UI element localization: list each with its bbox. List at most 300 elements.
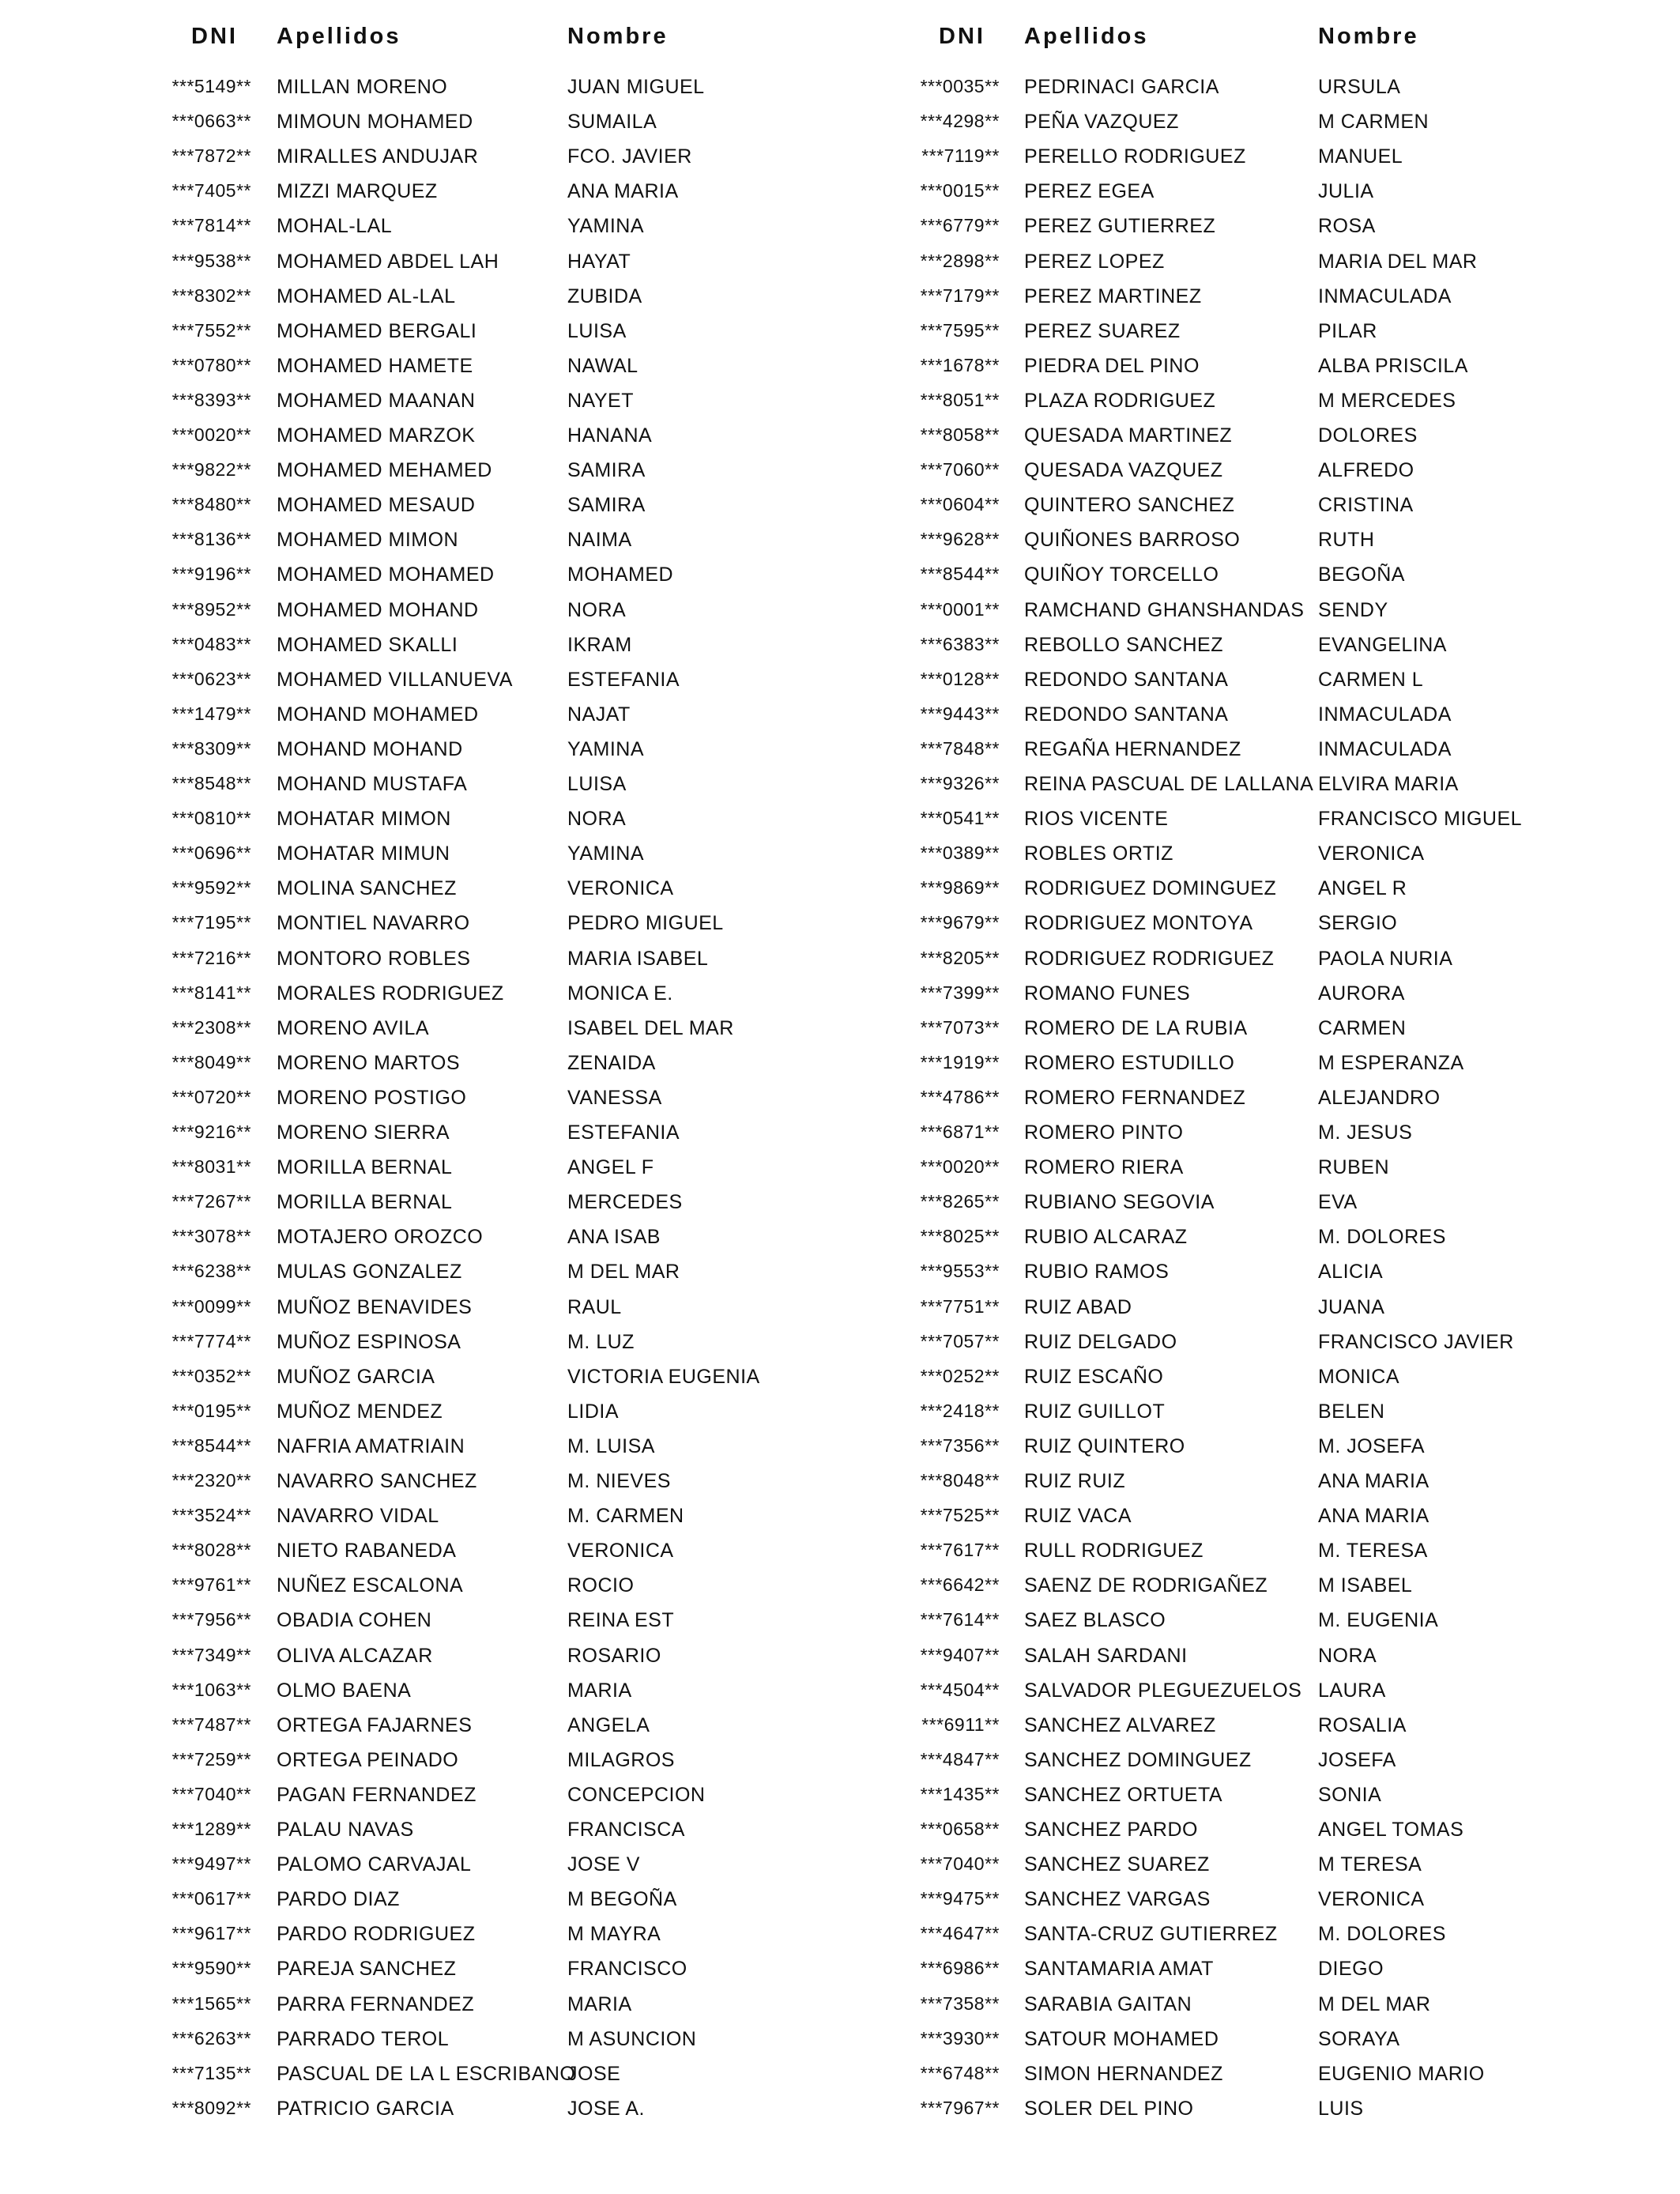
dni-cell: ***7119** — [921, 145, 1000, 167]
nombre-cell: M MAYRA — [567, 1923, 661, 1946]
dni-cell: ***8048** — [920, 1470, 1000, 1491]
nombre-cell: MONICA E. — [567, 982, 673, 1005]
dni-cell: ***8028** — [171, 1540, 251, 1561]
apellidos-cell: MORENO AVILA — [277, 1016, 430, 1039]
nombre-cell: LAURA — [1318, 1679, 1386, 1702]
apellidos-cell: MOHAMED VILLANUEVA — [277, 668, 513, 691]
apellidos-cell: MOHAND MOHAND — [277, 737, 463, 760]
apellidos-cell: MILLAN MORENO — [277, 76, 448, 98]
nombre-cell: YAMINA — [567, 737, 644, 760]
dni-cell: ***3078** — [171, 1226, 251, 1247]
apellidos-cell: OBADIA COHEN — [277, 1609, 432, 1632]
apellidos-cell: REDONDO SANTANA — [1024, 703, 1229, 726]
nombre-cell: LIDIA — [567, 1400, 620, 1423]
dni-cell: ***2308** — [171, 1016, 251, 1038]
nombre-cell: ANA MARIA — [1318, 1505, 1430, 1528]
dni-cell: ***7614** — [920, 1609, 1000, 1630]
nombre-cell: DOLORES — [1318, 424, 1418, 447]
dni-cell: ***4647** — [920, 1923, 1000, 1944]
header-apellidos: Apellidos — [277, 24, 401, 49]
nombre-cell: CONCEPCION — [567, 1783, 706, 1806]
apellidos-cell: PALAU NAVAS — [277, 1819, 414, 1841]
nombre-cell: ESTEFANIA — [567, 1122, 680, 1144]
dni-cell: ***7848** — [920, 737, 1000, 759]
nombre-cell: LUISA — [567, 319, 627, 342]
dni-cell: ***4298** — [920, 111, 1000, 132]
apellidos-cell: MIRALLES ANDUJAR — [277, 145, 479, 168]
apellidos-cell: SARABIA GAITAN — [1024, 1992, 1192, 2015]
apellidos-cell: RODRIGUEZ DOMINGUEZ — [1024, 877, 1277, 900]
apellidos-cell: PALOMO CARVAJAL — [277, 1853, 472, 1876]
nombre-cell: M. NIEVES — [567, 1470, 671, 1492]
apellidos-cell: MORILLA BERNAL — [277, 1156, 453, 1179]
apellidos-cell: MOHATAR MIMON — [277, 808, 451, 831]
apellidos-cell: PEREZ LOPEZ — [1024, 250, 1165, 273]
apellidos-cell: RUIZ ESCAÑO — [1024, 1365, 1164, 1388]
nombre-cell: JUANA — [1318, 1295, 1385, 1318]
nombre-cell: BELEN — [1318, 1400, 1385, 1423]
dni-cell: ***7135** — [171, 2062, 251, 2083]
nombre-cell: EUGENIO MARIO — [1318, 2062, 1485, 2085]
apellidos-cell: MIZZI MARQUEZ — [277, 180, 438, 203]
dni-cell: ***7179** — [920, 285, 1000, 306]
nombre-cell: M DEL MAR — [567, 1261, 680, 1284]
nombre-cell: VERONICA — [1318, 1888, 1425, 1911]
dni-cell: ***6238** — [171, 1261, 251, 1282]
dni-cell: ***9822** — [171, 459, 251, 481]
apellidos-cell: QUIÑONES BARROSO — [1024, 529, 1241, 552]
nombre-cell: M MERCEDES — [1318, 389, 1456, 412]
nombre-cell: REINA EST — [567, 1609, 675, 1632]
dni-cell: ***9443** — [920, 703, 1000, 724]
apellidos-cell: NAVARRO SANCHEZ — [277, 1470, 477, 1492]
nombre-cell: ANGEL F — [567, 1156, 654, 1179]
dni-cell: ***7259** — [171, 1748, 251, 1770]
nombre-cell: ALFREDO — [1318, 459, 1414, 482]
dni-cell: ***7525** — [920, 1505, 1000, 1526]
nombre-cell: M ISABEL — [1318, 1574, 1413, 1597]
apellidos-cell: SANTA-CRUZ GUTIERREZ — [1024, 1923, 1278, 1946]
nombre-cell: M. JOSEFA — [1318, 1434, 1426, 1457]
dni-cell: ***9761** — [171, 1574, 251, 1596]
dni-cell: ***1063** — [171, 1679, 251, 1700]
nombre-cell: M. DOLORES — [1318, 1226, 1446, 1249]
nombre-cell: ROSALIA — [1318, 1713, 1407, 1736]
dni-cell: ***6911** — [921, 1713, 1000, 1735]
nombre-cell: IKRAM — [567, 633, 632, 656]
apellidos-cell: ROMERO FERNANDEZ — [1024, 1086, 1246, 1109]
nombre-cell: ROCIO — [567, 1574, 635, 1597]
apellidos-cell: NUÑEZ ESCALONA — [277, 1574, 464, 1597]
nombre-cell: JUAN MIGUEL — [567, 76, 705, 98]
apellidos-cell: PAREJA SANCHEZ — [277, 1958, 457, 1981]
dni-cell: ***1435** — [920, 1783, 1000, 1804]
apellidos-cell: ROBLES ORTIZ — [1024, 843, 1173, 865]
dni-cell: ***6748** — [920, 2062, 1000, 2083]
apellidos-cell: MOHAMED MAANAN — [277, 389, 476, 412]
apellidos-cell: PEREZ EGEA — [1024, 180, 1155, 203]
dni-cell: ***8141** — [171, 982, 251, 1003]
nombre-cell: JOSE — [567, 2062, 621, 2085]
apellidos-cell: RAMCHAND GHANSHANDAS — [1024, 598, 1305, 621]
nombre-cell: SERGIO — [1318, 912, 1398, 935]
apellidos-cell: MOHAMED BERGALI — [277, 319, 477, 342]
dni-cell: ***9407** — [920, 1644, 1000, 1665]
dni-cell: ***7751** — [920, 1295, 1000, 1317]
nombre-cell: HAYAT — [567, 250, 631, 273]
nombre-cell: NAYET — [567, 389, 634, 412]
apellidos-cell: MORENO SIERRA — [277, 1122, 450, 1144]
dni-cell: ***7057** — [920, 1330, 1000, 1351]
nombre-cell: LUIS — [1318, 2097, 1364, 2120]
nombre-cell: FRANCISCO MIGUEL — [1318, 808, 1523, 831]
dni-cell: ***7405** — [171, 180, 251, 202]
dni-cell: ***7595** — [920, 319, 1000, 341]
apellidos-cell: ROMERO DE LA RUBIA — [1024, 1016, 1248, 1039]
nombre-cell: NORA — [1318, 1644, 1377, 1667]
nombre-cell: JOSEFA — [1318, 1748, 1396, 1771]
apellidos-cell: ORTEGA FAJARNES — [277, 1713, 473, 1736]
nombre-cell: ANGELA — [567, 1713, 650, 1736]
nombre-cell: SAMIRA — [567, 459, 646, 482]
apellidos-cell: PARDO DIAZ — [277, 1888, 400, 1911]
dni-cell: ***7195** — [171, 912, 251, 933]
nombre-cell: JOSE A. — [567, 2097, 645, 2120]
apellidos-cell: NIETO RABANEDA — [277, 1540, 457, 1563]
apellidos-cell: PIEDRA DEL PINO — [1024, 354, 1200, 377]
apellidos-cell: RUIZ VACA — [1024, 1505, 1132, 1528]
nombre-cell: EVANGELINA — [1318, 633, 1447, 656]
apellidos-cell: REBOLLO SANCHEZ — [1024, 633, 1224, 656]
nombre-cell: NAJAT — [567, 703, 631, 726]
nombre-cell: INMACULADA — [1318, 285, 1452, 307]
dni-cell: ***8952** — [171, 598, 251, 620]
apellidos-cell: SATOUR MOHAMED — [1024, 2027, 1219, 2050]
apellidos-cell: RODRIGUEZ RODRIGUEZ — [1024, 947, 1275, 970]
dni-cell: ***7040** — [920, 1853, 1000, 1875]
dni-cell: ***7356** — [920, 1434, 1000, 1456]
dni-cell: ***0658** — [920, 1819, 1000, 1839]
nombre-cell: VICTORIA EUGENIA — [567, 1365, 760, 1388]
nombre-cell: FRANCISCO — [567, 1958, 687, 1981]
apellidos-cell: NAVARRO VIDAL — [277, 1505, 439, 1528]
dni-cell: ***4847** — [920, 1748, 1000, 1770]
nombre-cell: M. JESUS — [1318, 1122, 1413, 1144]
nombre-cell: ZUBIDA — [567, 285, 642, 307]
dni-cell: ***0195** — [171, 1400, 251, 1421]
dni-cell: ***6779** — [920, 215, 1000, 236]
nombre-cell: DIEGO — [1318, 1958, 1384, 1981]
apellidos-cell: RUBIO RAMOS — [1024, 1261, 1170, 1284]
nombre-cell: PAOLA NURIA — [1318, 947, 1453, 970]
dni-cell: ***7216** — [171, 947, 251, 968]
apellidos-cell: PARRADO TEROL — [277, 2027, 450, 2050]
nombre-cell: M. CARMEN — [567, 1505, 684, 1528]
apellidos-cell: MOHAMED MOHAND — [277, 598, 479, 621]
apellidos-cell: RUBIANO SEGOVIA — [1024, 1191, 1215, 1214]
apellidos-cell: MOHAMED SKALLI — [277, 633, 458, 656]
nombre-cell: MOHAMED — [567, 564, 674, 586]
nombre-cell: INMACULADA — [1318, 703, 1452, 726]
nombre-cell: MANUEL — [1318, 145, 1403, 168]
dni-cell: ***8480** — [171, 494, 251, 515]
apellidos-cell: MOHAMED MARZOK — [277, 424, 476, 447]
dni-cell: ***9590** — [171, 1958, 251, 1979]
dni-cell: ***8058** — [920, 424, 1000, 445]
apellidos-cell: MOHAMED HAMETE — [277, 354, 473, 377]
nombre-cell: ANA ISAB — [567, 1226, 661, 1249]
apellidos-cell: PAGAN FERNANDEZ — [277, 1783, 477, 1806]
dni-cell: ***0099** — [171, 1295, 251, 1317]
dni-cell: ***9869** — [920, 877, 1000, 899]
nombre-cell: FCO. JAVIER — [567, 145, 692, 168]
apellidos-cell: QUESADA MARTINEZ — [1024, 424, 1233, 447]
dni-cell: ***1678** — [920, 354, 1000, 375]
header-dni: DNI — [939, 24, 985, 49]
nombre-cell: JULIA — [1318, 180, 1374, 203]
dni-cell: ***7814** — [171, 215, 251, 236]
nombre-cell: URSULA — [1318, 76, 1401, 98]
dni-cell: ***9679** — [920, 912, 1000, 933]
apellidos-cell: PERELLO RODRIGUEZ — [1024, 145, 1246, 168]
apellidos-cell: RUIZ GUILLOT — [1024, 1400, 1166, 1423]
header-nombre: Nombre — [1318, 24, 1419, 49]
apellidos-cell: MORENO POSTIGO — [277, 1086, 467, 1109]
apellidos-cell: SIMON HERNANDEZ — [1024, 2062, 1223, 2085]
dni-cell: ***0352** — [171, 1365, 251, 1386]
nombre-cell: BEGOÑA — [1318, 564, 1405, 586]
nombre-cell: SORAYA — [1318, 2027, 1400, 2050]
dni-cell: ***0015** — [920, 180, 1000, 202]
apellidos-cell: PASCUAL DE LA L ESCRIBANO — [277, 2062, 576, 2085]
nombre-cell: MARIA DEL MAR — [1318, 250, 1478, 273]
nombre-cell: ALICIA — [1318, 1261, 1384, 1284]
nombre-cell: CARMEN L — [1318, 668, 1424, 691]
apellidos-cell: MORALES RODRIGUEZ — [277, 982, 504, 1005]
nombre-cell: MARIA — [567, 1679, 632, 1702]
dni-cell: ***9538** — [171, 250, 251, 271]
dni-cell: ***7617** — [920, 1540, 1000, 1561]
dni-cell: ***6871** — [920, 1122, 1000, 1142]
dni-cell: ***7487** — [171, 1713, 251, 1735]
dni-cell: ***0128** — [920, 668, 1000, 689]
nombre-cell: ANGEL R — [1318, 877, 1407, 900]
dni-cell: ***8025** — [920, 1226, 1000, 1247]
nombre-cell: MARIA ISABEL — [567, 947, 709, 970]
apellidos-cell: QUESADA VAZQUEZ — [1024, 459, 1223, 482]
dni-cell: ***6263** — [171, 2027, 251, 2049]
dni-cell: ***7774** — [171, 1330, 251, 1351]
apellidos-cell: OLIVA ALCAZAR — [277, 1644, 433, 1667]
nombre-cell: NAWAL — [567, 354, 638, 377]
apellidos-cell: SALVADOR PLEGUEZUELOS — [1024, 1679, 1302, 1702]
nombre-cell: ISABEL DEL MAR — [567, 1016, 734, 1039]
apellidos-cell: RODRIGUEZ MONTOYA — [1024, 912, 1253, 935]
apellidos-cell: MIMOUN MOHAMED — [277, 111, 473, 134]
nombre-cell: MILAGROS — [567, 1748, 675, 1771]
apellidos-cell: REGAÑA HERNANDEZ — [1024, 737, 1241, 760]
dni-cell: ***0696** — [171, 843, 251, 864]
apellidos-cell: MORENO MARTOS — [277, 1051, 460, 1074]
apellidos-cell: MORILLA BERNAL — [277, 1191, 453, 1214]
dni-cell: ***6642** — [920, 1574, 1000, 1596]
dni-cell: ***2898** — [920, 250, 1000, 271]
nombre-cell: M ASUNCION — [567, 2027, 697, 2050]
dni-cell: ***8031** — [171, 1156, 251, 1178]
apellidos-cell: ROMANO FUNES — [1024, 982, 1191, 1005]
nombre-cell: MERCEDES — [567, 1191, 683, 1214]
apellidos-cell: PEÑA VAZQUEZ — [1024, 111, 1179, 134]
nombre-cell: CARMEN — [1318, 1016, 1407, 1039]
dni-cell: ***4786** — [920, 1086, 1000, 1107]
dni-cell: ***9628** — [920, 529, 1000, 550]
nombre-cell: ROSA — [1318, 215, 1376, 238]
apellidos-cell: OLMO BAENA — [277, 1679, 412, 1702]
dni-cell: ***5149** — [171, 76, 251, 96]
apellidos-cell: RIOS VICENTE — [1024, 808, 1169, 831]
apellidos-cell: MOHAMED MESAUD — [277, 494, 476, 517]
nombre-cell: ANA MARIA — [567, 180, 679, 203]
dni-cell: ***0252** — [920, 1365, 1000, 1386]
dni-cell: ***3524** — [171, 1505, 251, 1526]
nombre-cell: M. LUISA — [567, 1434, 655, 1457]
apellidos-cell: SANCHEZ PARDO — [1024, 1819, 1198, 1841]
header-dni: DNI — [191, 24, 238, 49]
apellidos-cell: MOHAND MOHAMED — [277, 703, 479, 726]
nombre-cell: VERONICA — [567, 877, 674, 900]
apellidos-cell: SANCHEZ DOMINGUEZ — [1024, 1748, 1252, 1771]
nombre-cell: ELVIRA MARIA — [1318, 773, 1459, 795]
apellidos-cell: NAFRIA AMATRIAIN — [277, 1434, 465, 1457]
dni-cell: ***9196** — [171, 564, 251, 585]
apellidos-cell: MOHAMED ABDEL LAH — [277, 250, 499, 273]
apellidos-cell: SAENZ DE RODRIGAÑEZ — [1024, 1574, 1268, 1597]
apellidos-cell: MOHAND MUSTAFA — [277, 773, 468, 795]
nombre-cell: JOSE V — [567, 1853, 640, 1876]
apellidos-cell: RUIZ RUIZ — [1024, 1470, 1126, 1492]
dni-cell: ***8051** — [920, 389, 1000, 410]
nombre-cell: ALBA PRISCILA — [1318, 354, 1468, 377]
apellidos-cell: SAEZ BLASCO — [1024, 1609, 1166, 1632]
dni-cell: ***7073** — [920, 1016, 1000, 1038]
dni-cell: ***9326** — [920, 773, 1000, 794]
apellidos-cell: QUINTERO SANCHEZ — [1024, 494, 1235, 517]
apellidos-cell: PARDO RODRIGUEZ — [277, 1923, 476, 1946]
nombre-cell: ALEJANDRO — [1318, 1086, 1441, 1109]
dni-cell: ***0663** — [171, 111, 251, 132]
nombre-cell: M CARMEN — [1318, 111, 1430, 134]
apellidos-cell: MOHAMED MOHAMED — [277, 564, 495, 586]
apellidos-cell: MUÑOZ MENDEZ — [277, 1400, 443, 1423]
dni-cell: ***7552** — [171, 319, 251, 341]
dni-cell: ***7040** — [171, 1783, 251, 1804]
nombre-cell: VERONICA — [1318, 843, 1425, 865]
nombre-cell: M ESPERANZA — [1318, 1051, 1464, 1074]
apellidos-cell: SANCHEZ ALVAREZ — [1024, 1713, 1216, 1736]
dni-cell: ***8302** — [171, 285, 251, 306]
apellidos-cell: MOHAL-LAL — [277, 215, 393, 238]
dni-cell: ***9592** — [171, 877, 251, 899]
nombre-cell: SENDY — [1318, 598, 1388, 621]
dni-cell: ***8265** — [920, 1191, 1000, 1212]
nombre-cell: RAUL — [567, 1295, 622, 1318]
nombre-cell: M BEGOÑA — [567, 1888, 677, 1911]
nombre-cell: NORA — [567, 598, 627, 621]
apellidos-cell: MONTORO ROBLES — [277, 947, 471, 970]
dni-cell: ***7956** — [171, 1609, 251, 1630]
nombre-cell: FRANCISCA — [567, 1819, 685, 1841]
dni-cell: ***8049** — [171, 1051, 251, 1072]
nombre-cell: VANESSA — [567, 1086, 662, 1109]
apellidos-cell: MOTAJERO OROZCO — [277, 1226, 484, 1249]
dni-cell: ***0617** — [171, 1888, 251, 1909]
dni-cell: ***6383** — [920, 633, 1000, 654]
nombre-cell: SUMAILA — [567, 111, 657, 134]
dni-cell: ***0020** — [920, 1156, 1000, 1178]
apellidos-cell: PEREZ GUTIERREZ — [1024, 215, 1216, 238]
dni-cell: ***8092** — [171, 2097, 251, 2118]
nombre-cell: CRISTINA — [1318, 494, 1414, 517]
apellidos-cell: QUIÑOY TORCELLO — [1024, 564, 1219, 586]
apellidos-cell: PEDRINACI GARCIA — [1024, 76, 1219, 98]
header-nombre: Nombre — [567, 24, 669, 49]
nombre-cell: ZENAIDA — [567, 1051, 656, 1074]
dni-cell: ***7967** — [920, 2097, 1000, 2118]
header-apellidos: Apellidos — [1024, 24, 1149, 49]
nombre-cell: M DEL MAR — [1318, 1992, 1431, 2015]
dni-cell: ***9617** — [171, 1923, 251, 1944]
apellidos-cell: RUBIO ALCARAZ — [1024, 1226, 1188, 1249]
dni-cell: ***7399** — [920, 982, 1000, 1003]
dni-cell: ***8544** — [920, 564, 1000, 585]
dni-cell: ***0780** — [171, 354, 251, 375]
dni-cell: ***0483** — [171, 633, 251, 654]
dni-cell: ***0389** — [920, 843, 1000, 864]
apellidos-cell: SANTAMARIA AMAT — [1024, 1958, 1214, 1981]
dni-cell: ***8544** — [171, 1434, 251, 1456]
nombre-cell: YAMINA — [567, 215, 644, 238]
dni-cell: ***7060** — [920, 459, 1000, 481]
dni-cell: ***6986** — [920, 1958, 1000, 1979]
apellidos-cell: PEREZ SUAREZ — [1024, 319, 1181, 342]
apellidos-cell: PATRICIO GARCIA — [277, 2097, 454, 2120]
apellidos-cell: REDONDO SANTANA — [1024, 668, 1229, 691]
nombre-cell: SONIA — [1318, 1783, 1382, 1806]
nombre-cell: YAMINA — [567, 843, 644, 865]
apellidos-cell: SANCHEZ ORTUETA — [1024, 1783, 1223, 1806]
dni-cell: ***9475** — [920, 1888, 1000, 1909]
dni-cell: ***1289** — [171, 1819, 251, 1839]
dni-cell: ***2418** — [920, 1400, 1000, 1421]
dni-cell: ***8393** — [171, 389, 251, 410]
apellidos-cell: PEREZ MARTINEZ — [1024, 285, 1202, 307]
dni-cell: ***8309** — [171, 737, 251, 759]
nombre-cell: EVA — [1318, 1191, 1358, 1214]
dni-cell: ***1919** — [920, 1051, 1000, 1072]
nombre-cell: NAIMA — [567, 529, 632, 552]
apellidos-cell: PLAZA RODRIGUEZ — [1024, 389, 1216, 412]
apellidos-cell: ROMERO PINTO — [1024, 1122, 1184, 1144]
dni-cell: ***2320** — [171, 1470, 251, 1491]
dni-cell: ***9497** — [171, 1853, 251, 1875]
nombre-cell: ANA MARIA — [1318, 1470, 1430, 1492]
dni-cell: ***0810** — [171, 808, 251, 829]
nombre-cell: NORA — [567, 808, 627, 831]
dni-cell: ***1565** — [171, 1992, 251, 2014]
dni-cell: ***0720** — [171, 1086, 251, 1107]
apellidos-cell: MULAS GONZALEZ — [277, 1261, 462, 1284]
apellidos-cell: SALAH SARDANI — [1024, 1644, 1188, 1667]
